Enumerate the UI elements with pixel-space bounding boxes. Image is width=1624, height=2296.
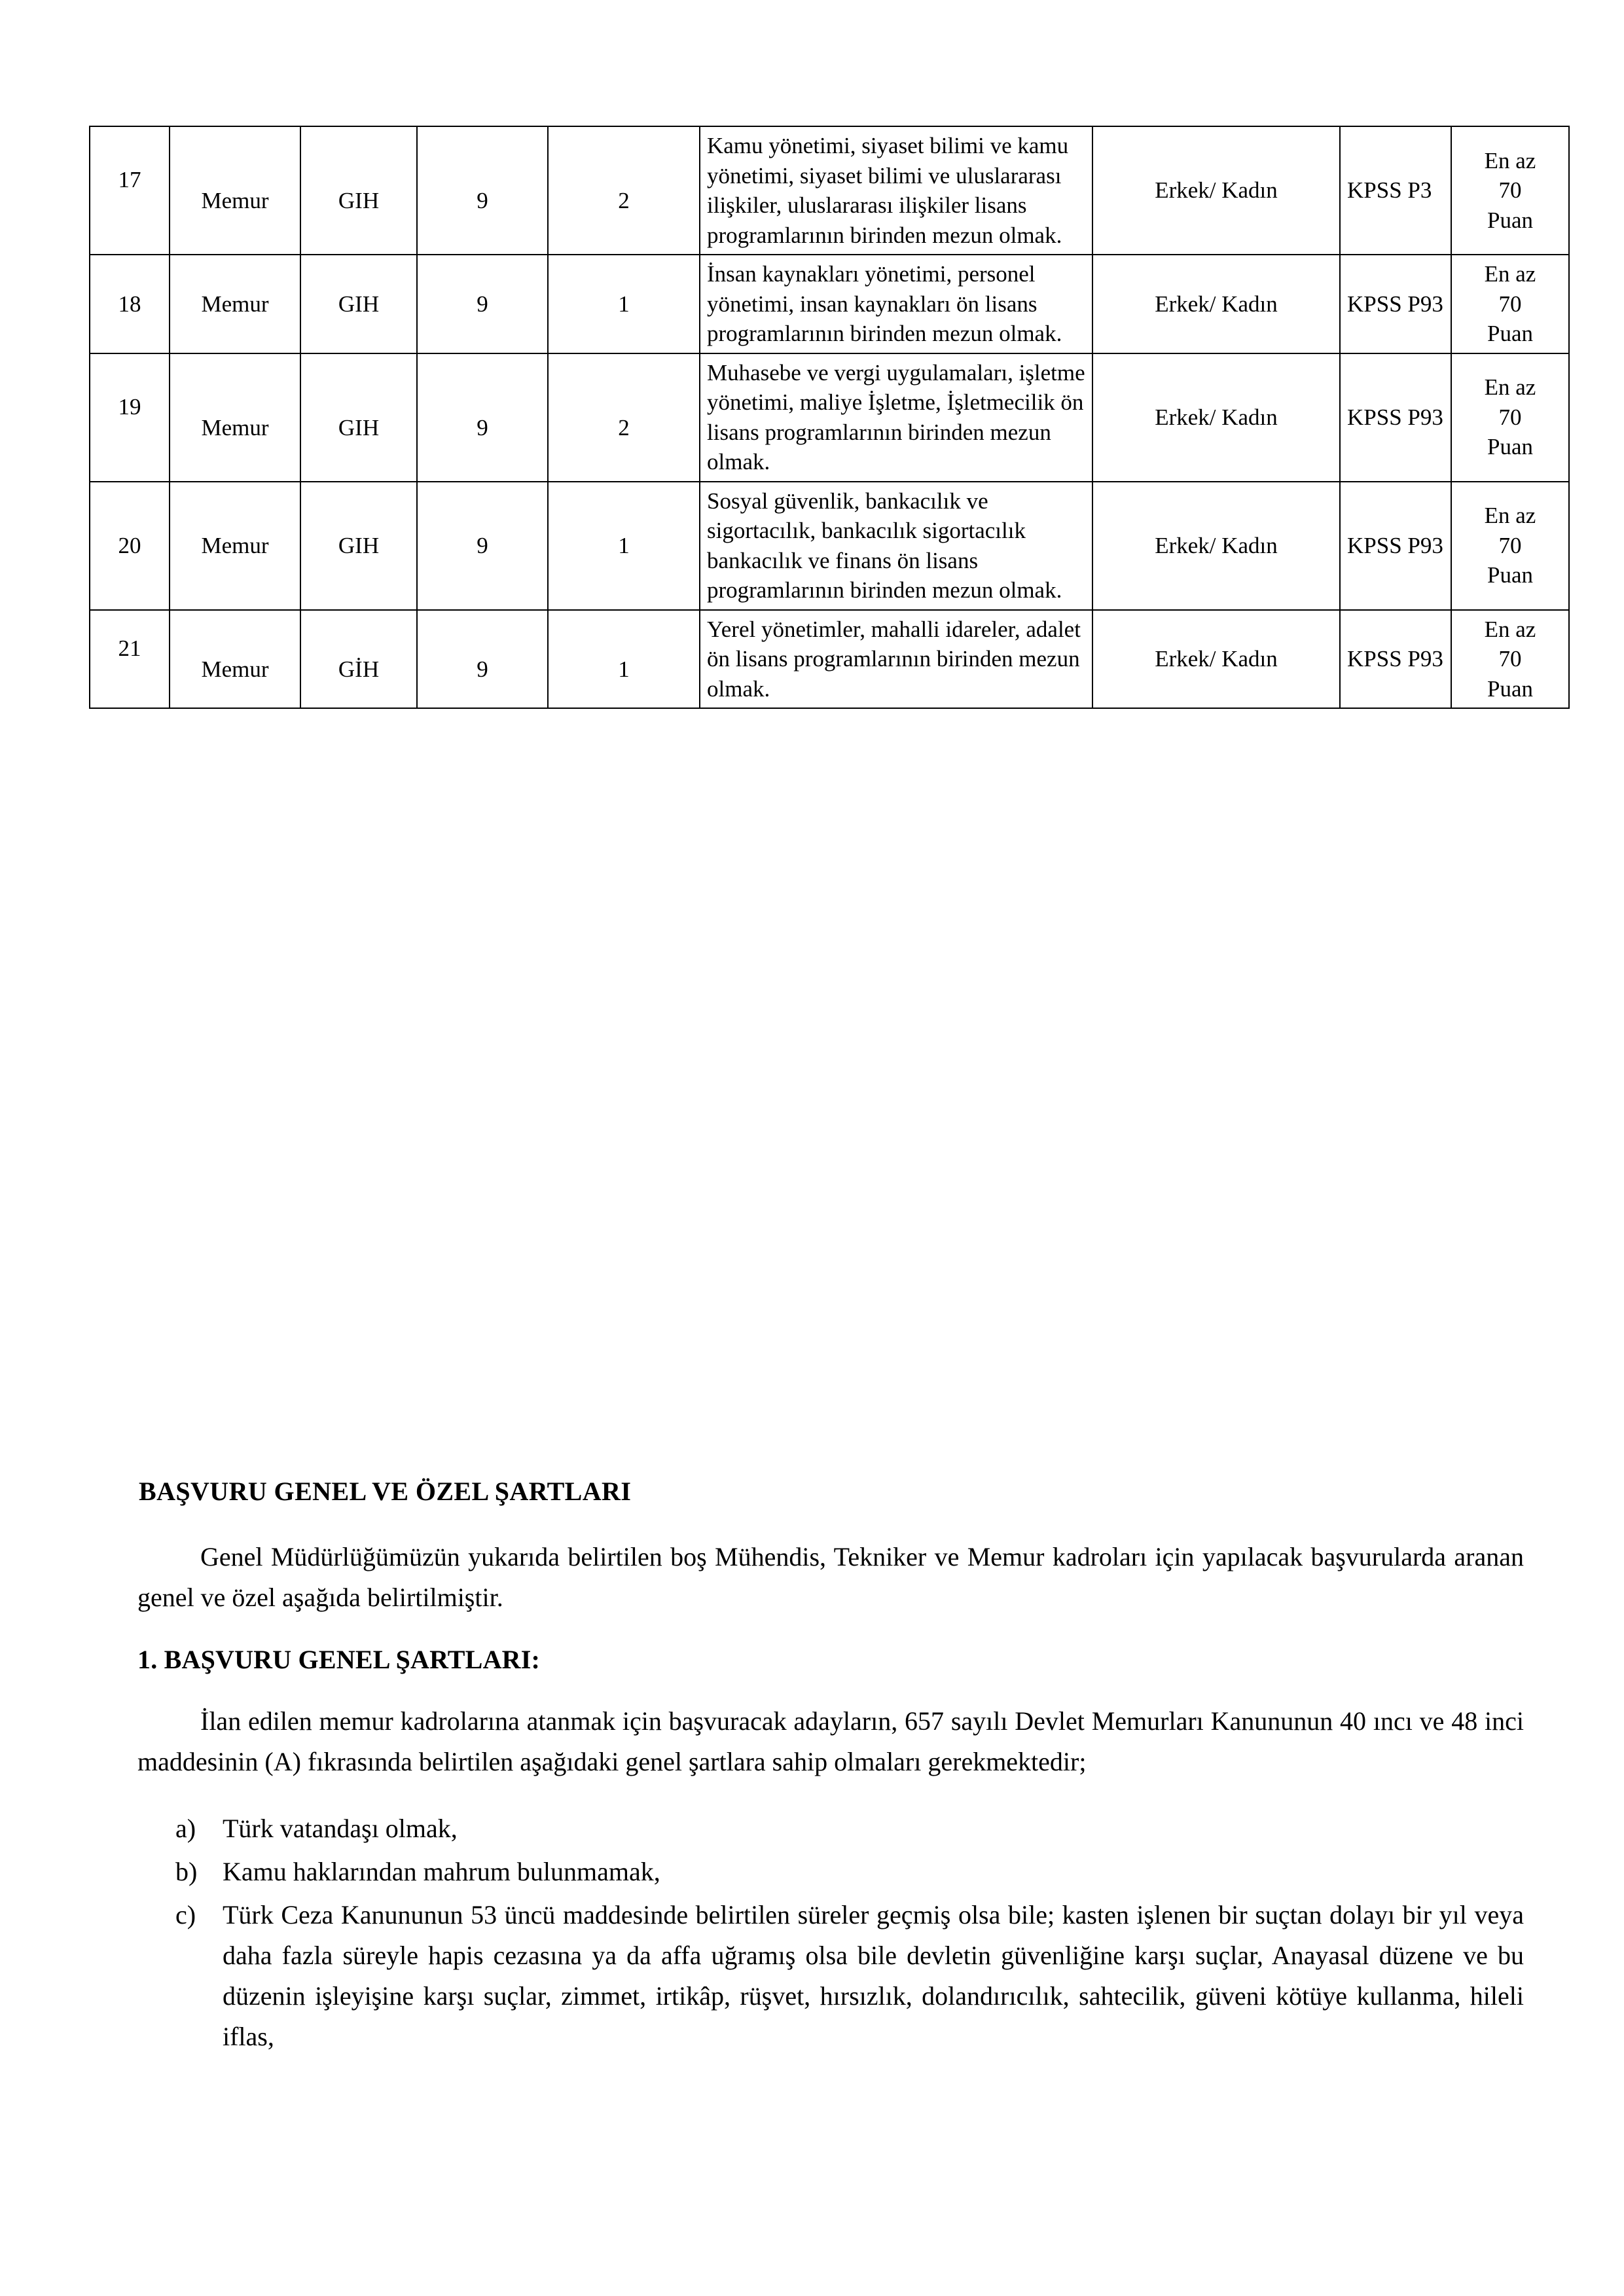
list-item xyxy=(137,1852,1524,1892)
cell-aciklama: İnsan kaynakları yönetimi, personel yönetimi, insan kaynakları ön lisans programlarının birinden mezun olmak. xyxy=(700,255,1092,353)
cell-cinsiyet: Erkek/ Kadın xyxy=(1092,255,1340,353)
puan-line-3: Puan xyxy=(1487,321,1533,346)
cell-sinif: GİH xyxy=(300,610,417,709)
cell-sinif: GIH xyxy=(300,255,417,353)
cell-cinsiyet: Erkek/ Kadın xyxy=(1092,353,1340,482)
cell-puan-turu: KPSS P3 xyxy=(1340,126,1451,255)
puan-line-3: Puan xyxy=(1487,434,1533,460)
list-item xyxy=(137,1808,1524,1849)
cell-unvan: Memur xyxy=(170,610,300,709)
cell-adet: 1 xyxy=(548,610,700,709)
cell-derece: 9 xyxy=(417,255,548,353)
cell-cinsiyet: Erkek/ Kadın xyxy=(1092,126,1340,255)
cell-sinif: GIH xyxy=(300,126,417,255)
puan-line-3: Puan xyxy=(1487,207,1533,233)
table-row xyxy=(90,353,1569,482)
cell-puan xyxy=(1451,353,1569,482)
list-item-text: Türk Ceza Kanununun 53 üncü maddesinde belirtilen süreler geçmiş olsa bile; kasten işlenen bir suçtan dolayı bir yıl veya daha fazla süreyle hapis cezasına ya da affa uğramış olsa bile devletin güvenliğine karşı suçlar, Anayasal düzene ve bu düzenin işleyişine karşı suçlar, zimmet, irtikâp, rüşvet, hırsızlık, dolandırıcılık, sahtecilik, güveni kötüye kullanma, hileli iflas, xyxy=(223,1900,1524,2051)
list-item-text: Kamu haklarından mahrum bulunmamak, xyxy=(223,1857,660,1886)
general-conditions-list xyxy=(137,1808,1524,2057)
cell-sinif: GIH xyxy=(300,353,417,482)
cell-unvan: Memur xyxy=(170,482,300,610)
cell-puan-turu: KPSS P93 xyxy=(1340,482,1451,610)
cell-puan-turu: KPSS P93 xyxy=(1340,610,1451,709)
cell-unvan: Memur xyxy=(170,255,300,353)
cell-derece: 9 xyxy=(417,126,548,255)
puan-line-1: En az xyxy=(1484,147,1536,173)
puan-line-1: En az xyxy=(1484,261,1536,287)
puan-line-1: En az xyxy=(1484,503,1536,529)
table-row xyxy=(90,482,1569,610)
puan-line-3: Puan xyxy=(1487,675,1533,702)
cell-sira-no: 21 xyxy=(90,610,170,709)
cell-puan-turu: KPSS P93 xyxy=(1340,255,1451,353)
intro-paragraph: Genel Müdürlüğümüzün yukarıda belirtilen boş Mühendis, Tekniker ve Memur kadroları için yapılacak başvurularda aranan genel ve özel aşağıda belirtilmiştir. xyxy=(137,1542,1524,1612)
list-item-marker: c) xyxy=(175,1900,196,1929)
list-item-marker: a) xyxy=(175,1814,196,1843)
list-item xyxy=(137,1895,1524,2057)
document-body xyxy=(137,1476,1524,2060)
cell-sira-no: 18 xyxy=(90,255,170,353)
puan-line-2: 70 xyxy=(1498,291,1522,317)
cell-derece: 9 xyxy=(417,482,548,610)
cell-unvan: Memur xyxy=(170,126,300,255)
puan-line-2: 70 xyxy=(1498,177,1522,204)
cell-derece: 9 xyxy=(417,353,548,482)
table-row xyxy=(90,126,1569,255)
list-item-marker: b) xyxy=(175,1857,198,1886)
cell-adet: 2 xyxy=(548,353,700,482)
puan-line-1: En az xyxy=(1484,616,1536,642)
section-heading: BAŞVURU GENEL VE ÖZEL ŞARTLARI xyxy=(139,1477,632,1506)
puan-line-2: 70 xyxy=(1498,532,1522,558)
table-row xyxy=(90,255,1569,353)
cell-sira-no: 17 xyxy=(90,126,170,255)
puan-line-3: Puan xyxy=(1487,562,1533,588)
puan-line-1: En az xyxy=(1484,374,1536,401)
cell-puan xyxy=(1451,255,1569,353)
cell-adet: 2 xyxy=(548,126,700,255)
cell-adet: 1 xyxy=(548,482,700,610)
cell-unvan: Memur xyxy=(170,353,300,482)
kadro-table-wrapper xyxy=(89,126,1536,709)
list-item-text: Türk vatandaşı olmak, xyxy=(223,1814,458,1843)
cell-aciklama: Kamu yönetimi, siyaset bilimi ve kamu yönetimi, siyaset bilimi ve uluslararası ilişkiler, uluslararası ilişkiler lisans programlarının birinden mezun olmak. xyxy=(700,126,1092,255)
cell-puan-turu: KPSS P93 xyxy=(1340,353,1451,482)
cell-aciklama: Sosyal güvenlik, bankacılık ve sigortacılık, bankacılık sigortacılık bankacılık ve finans ön lisans programlarının birinden mezun olmak. xyxy=(700,482,1092,610)
kadro-table xyxy=(89,126,1570,709)
cell-aciklama: Yerel yönetimler, mahalli idareler, adalet ön lisans programlarının birinden mezun olmak. xyxy=(700,610,1092,709)
cell-puan xyxy=(1451,482,1569,610)
puan-line-2: 70 xyxy=(1498,646,1522,672)
general-conditions-paragraph: İlan edilen memur kadrolarına atanmak için başvuracak adayların, 657 sayılı Devlet Memurları Kanununun 40 ıncı ve 48 inci maddesinin (A) fıkrasında belirtilen aşağıdaki genel şartlara sahip olmaları gerekmektedir; xyxy=(137,1706,1524,1776)
cell-sinif: GIH xyxy=(300,482,417,610)
cell-cinsiyet: Erkek/ Kadın xyxy=(1092,610,1340,709)
cell-puan xyxy=(1451,126,1569,255)
cell-adet: 1 xyxy=(548,255,700,353)
cell-cinsiyet: Erkek/ Kadın xyxy=(1092,482,1340,610)
cell-sira-no: 20 xyxy=(90,482,170,610)
cell-aciklama: Muhasebe ve vergi uygulamaları, işletme yönetimi, maliye İşletme, İşletmecilik ön lisans programlarının birinden mezun olmak. xyxy=(700,353,1092,482)
cell-sira-no: 19 xyxy=(90,353,170,482)
table-row xyxy=(90,610,1569,709)
puan-line-2: 70 xyxy=(1498,404,1522,430)
cell-derece: 9 xyxy=(417,610,548,709)
cell-puan xyxy=(1451,610,1569,709)
subsection-heading: 1. BAŞVURU GENEL ŞARTLARI: xyxy=(137,1645,541,1674)
